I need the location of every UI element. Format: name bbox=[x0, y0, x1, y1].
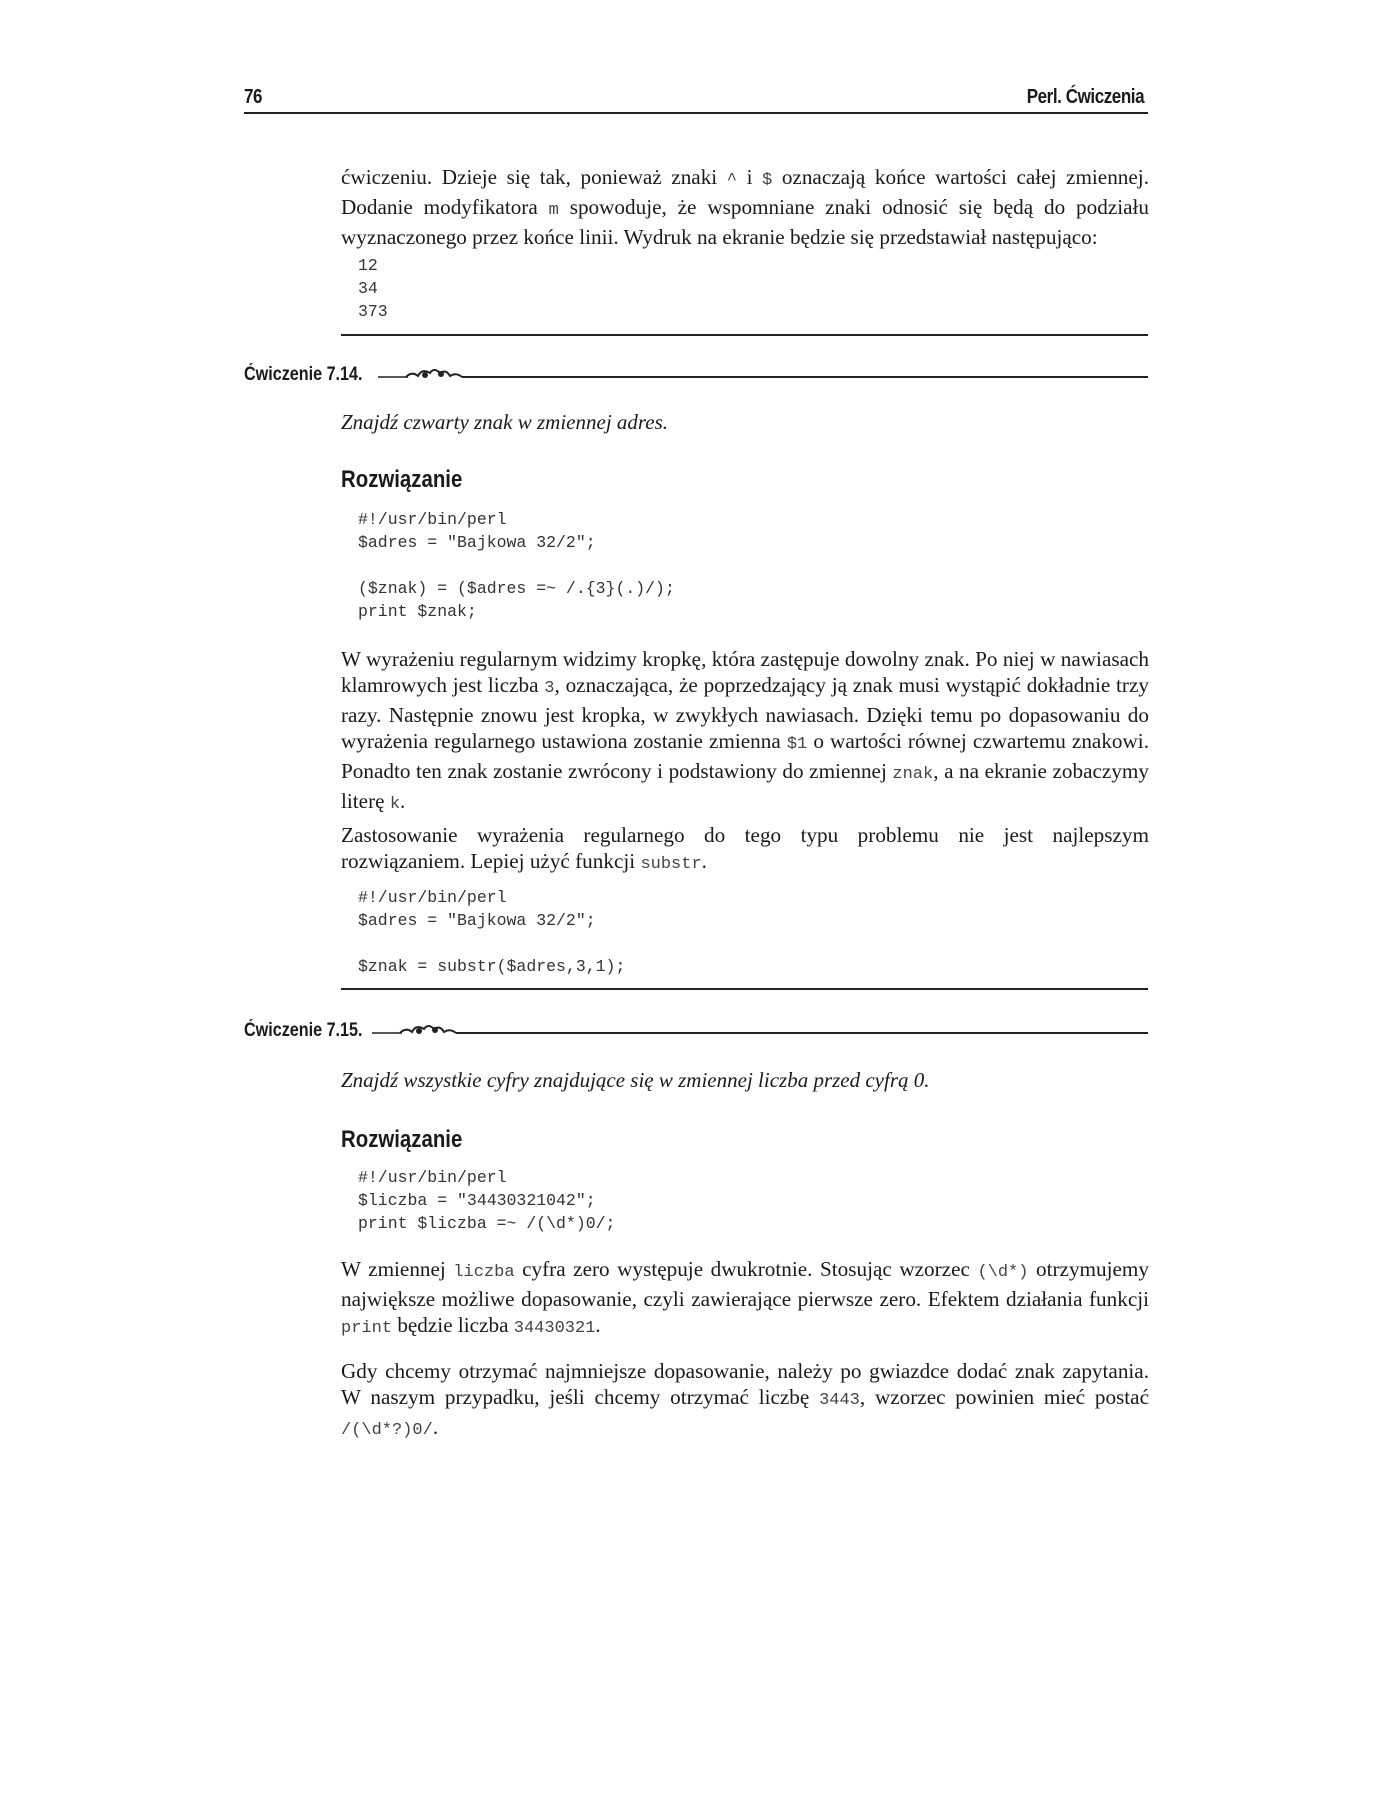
exercise-rule bbox=[456, 1032, 1148, 1034]
code-block: #!/usr/bin/perl $adres = "Bajkowa 32/2"; ($znak) = ($adres =~ /.{3}(.)/); print $znak; bbox=[358, 510, 675, 621]
exercise-label: Ćwiczenie 7.15. bbox=[244, 1020, 363, 1041]
exercise-rule bbox=[462, 376, 1148, 378]
header-rule bbox=[244, 112, 1148, 114]
ornament-icon bbox=[378, 362, 478, 382]
code-block: #!/usr/bin/perl $liczba = "34430321042"; print $liczba =~ /(\d*)0/; bbox=[358, 1168, 616, 1233]
page-number: 76 bbox=[244, 86, 263, 108]
output-listing: 12 34 373 bbox=[358, 256, 388, 321]
paragraph: Zastosowanie wyrażenia regularnego do tego typu problemu nie jest najlepszym rozwiązaniem. Lepiej użyć funkcji substr. bbox=[341, 823, 1149, 874]
paragraph: W zmiennej liczba cyfra zero występuje dwukrotnie. Stosując wzorzec (\d*) otrzymujemy największe możliwe dopasowanie, czyli zawierające pierwsze zero. Efektem działania funkcji print będzie liczba 34430321. bbox=[341, 1257, 1149, 1338]
paragraph: W wyrażeniu regularnym widzimy kropkę, która zastępuje dowolny znak. Po niej w nawiasach klamrowych jest liczba 3, oznaczająca, że poprzedzający ją znak musi wystąpić dokładnie trzy razy. Następnie znowu jest kropka, w zwykłych nawiasach. Dzięki temu po dopasowaniu do wyrażenia regularnego ustawiona zostanie zmienna $1 o wartości równej czwartemu znakowi. Ponadto ten znak zostanie zwrócony i podstawiony do zmiennej znak, a na ekranie zobaczymy literę k. bbox=[341, 647, 1149, 814]
exercise-label: Ćwiczenie 7.14. bbox=[244, 364, 363, 385]
solution-heading: Rozwiązanie bbox=[341, 466, 463, 493]
running-title: Perl. Ćwiczenia bbox=[1026, 86, 1144, 108]
ornament-icon bbox=[372, 1018, 472, 1038]
section-rule bbox=[341, 334, 1148, 336]
paragraph: Gdy chcemy otrzymać najmniejsze dopasowanie, należy po gwiazdce dodać znak zapytania. W naszym przypadku, jeśli chcemy otrzymać liczbę 3443, wzorzec powinien mieć postać /(\d*?)0/. bbox=[341, 1359, 1149, 1440]
paragraph-continuation: ćwiczeniu. Dzieje się tak, ponieważ znaki ^ i $ oznaczają końce wartości całej zmiennej. Dodanie modyfikatora m spowoduje, że wspomniane znaki odnosić się będą do podziału wyznaczonego przez końce linii. Wydruk na ekranie będzie się przedstawiał następująco: bbox=[341, 165, 1150, 249]
section-rule bbox=[341, 988, 1148, 990]
exercise-task: Znajdź wszystkie cyfry znajdujące się w zmiennej liczba przed cyfrą 0. bbox=[341, 1068, 930, 1092]
code-block: #!/usr/bin/perl $adres = "Bajkowa 32/2"; $znak = substr($adres,3,1); bbox=[358, 888, 626, 976]
exercise-task: Znajdź czwarty znak w zmiennej adres. bbox=[341, 410, 669, 434]
solution-heading: Rozwiązanie bbox=[341, 1126, 463, 1153]
